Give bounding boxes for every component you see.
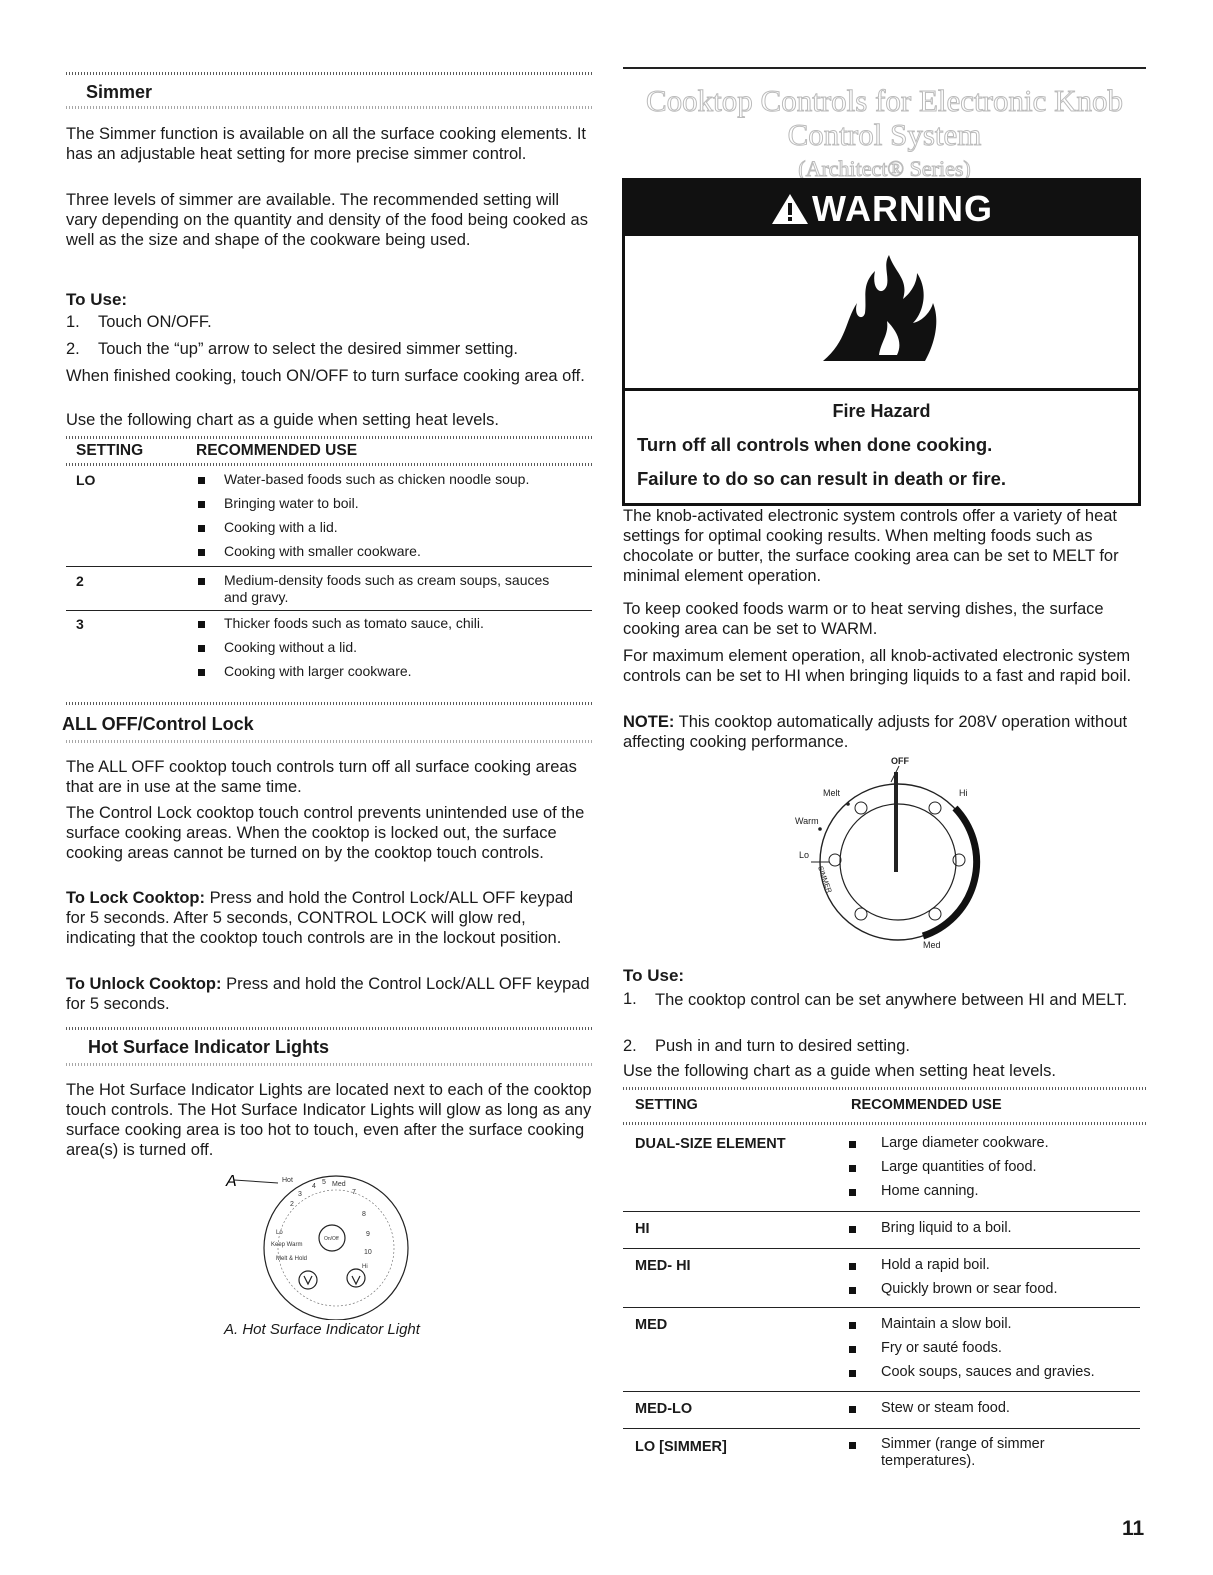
table-divider: [66, 463, 592, 466]
table-cell-use: Maintain a slow boil.: [881, 1316, 1012, 1332]
hi-text: For maximum element operation, all knob-activated electronic system controls can be set to HI when bringing liquids to a fast and rapid boil.: [623, 647, 1132, 685]
figure-label-4: 4: [312, 1183, 316, 1190]
note-body: This cooktop automatically adjusts for 208V operation without affecting cooking performance.: [623, 713, 1128, 751]
warning-line-1: Turn off all controls when done cooking.: [637, 434, 993, 455]
bullet: [198, 549, 205, 556]
figure-callout-a: A: [226, 1173, 237, 1190]
table-divider: [66, 436, 592, 439]
warning-title: WARNING: [812, 187, 993, 229]
bullet: [849, 1141, 856, 1148]
figure-label-8: 8: [362, 1211, 366, 1218]
figure-label-on-off: On/Off: [324, 1236, 339, 1242]
figure-label-7: 7: [352, 1189, 356, 1196]
row-divider: [66, 566, 592, 567]
warning-line-2: Failure to do so can result in death or fire.: [637, 468, 1007, 489]
table-cell-use: Thicker foods such as tomato sauce, chili.: [224, 615, 484, 631]
table-row-setting: 2: [76, 573, 84, 589]
knob-diagram: [783, 752, 1003, 962]
to-use-heading: To Use:: [623, 966, 685, 985]
section-divider: [66, 1027, 592, 1030]
table-cell-use: Large quantities of food.: [881, 1159, 1037, 1175]
hot-surface-heading: Hot Surface Indicator Lights: [88, 1037, 330, 1057]
step-number: 1.: [66, 313, 80, 331]
bullet: [849, 1370, 856, 1377]
row-divider: [623, 1211, 1140, 1212]
figure-label-hi: Hi: [362, 1264, 368, 1270]
figure-label-9: 9: [366, 1231, 370, 1238]
knob-label-simmer: SIMMER: [816, 865, 833, 895]
step-number: 2.: [623, 1037, 637, 1055]
bullet: [849, 1226, 856, 1233]
step-text: Push in and turn to desired setting.: [655, 1037, 910, 1055]
warning-box: [622, 178, 1141, 506]
figure-label-lo: Lo: [276, 1230, 283, 1236]
bullet: [198, 501, 205, 508]
bullet: [849, 1346, 856, 1353]
step-text: The cooktop control can be set anywhere between HI and MELT.: [655, 991, 1128, 1009]
knob-label-lo: Lo: [799, 850, 810, 860]
table-cell-use: Simmer (range of simmer temperatures).: [881, 1436, 1045, 1469]
bullet: [849, 1287, 856, 1294]
figure-label-keep-warm: Keep Warm: [271, 1242, 303, 1248]
bullet: [849, 1165, 856, 1172]
step-text: Touch the “up” arrow to select the desired simmer setting.: [98, 340, 519, 358]
col-setting-header: SETTING: [635, 1097, 698, 1113]
table-cell-use: Stew or steam food.: [881, 1400, 1010, 1416]
figure-label-3: 3: [298, 1191, 302, 1198]
table-cell-use: Hold a rapid boil.: [881, 1257, 990, 1273]
row-divider: [623, 1428, 1140, 1429]
step-number: 2.: [66, 340, 80, 358]
col-use-header: RECOMMENDED USE: [851, 1097, 1002, 1113]
warm-text: To keep cooked foods warm or to heat serving dishes, the surface cooking area can be set to WARM.: [623, 600, 1104, 638]
all-off-heading: ALL OFF/Control Lock: [62, 714, 254, 734]
chart-guide-text: Use the following chart as a guide when setting heat levels.: [623, 1062, 1056, 1080]
table-cell-use: Quickly brown or sear food.: [881, 1281, 1058, 1297]
row-divider: [623, 1248, 1140, 1249]
figure-label-5: 5: [322, 1179, 326, 1186]
bullet: [198, 645, 205, 652]
table-cell-use: Large diameter cookware.: [881, 1135, 1049, 1151]
knob-label-warm: Warm: [795, 816, 819, 826]
lock-text: Press and hold the Control Lock/ALL OFF keypad for 5 seconds. After 5 seconds, CONTROL LOCK will glow red, indicating that the cooktop touch controls are in the lockout position.: [66, 889, 574, 947]
table-cell-use: Cook soups, sauces and gravies.: [881, 1364, 1095, 1380]
row-divider: [623, 1391, 1140, 1392]
bullet: [198, 578, 205, 585]
step-number: 1.: [623, 990, 637, 1008]
table-row-setting: DUAL-SIZE ELEMENT: [635, 1136, 786, 1152]
table-cell-use: Home canning.: [881, 1183, 979, 1199]
section-divider: [66, 740, 592, 743]
note-text: [623, 712, 1146, 752]
hot-surface-control-diagram: [216, 1168, 456, 1320]
table-cell-use: Bring liquid to a boil.: [881, 1220, 1012, 1236]
table-cell-use: Cooking with smaller cookware.: [224, 543, 421, 559]
figure-label-hot: Hot: [282, 1177, 293, 1184]
section-divider: [66, 1063, 592, 1066]
table-divider: [623, 1122, 1146, 1125]
unlock-label: To Unlock Cooktop:: [66, 975, 222, 993]
header-rule: [623, 67, 1146, 69]
lock-label: To Lock Cooktop:: [66, 889, 206, 907]
figure-label-med: Med: [332, 1181, 346, 1188]
knob-label-hi: Hi: [959, 788, 968, 798]
table-row-setting: HI: [635, 1221, 650, 1237]
section-subtitle: (Architect® Series): [798, 156, 971, 181]
knob-label-melt: Melt: [823, 788, 841, 798]
figure-label-10: 10: [364, 1249, 372, 1256]
warning-triangle-icon: [770, 192, 810, 226]
bullet: [198, 525, 205, 532]
chart-guide-text: Use the following chart as a guide when setting heat levels.: [66, 411, 499, 429]
table-cell-use: Water-based foods such as chicken noodle soup.: [224, 471, 530, 487]
table-cell-use: Cooking with larger cookware.: [224, 663, 412, 679]
bullet: [849, 1322, 856, 1329]
bullet: [849, 1263, 856, 1270]
table-divider: [623, 1087, 1146, 1090]
table-cell-use: Bringing water to boil.: [224, 495, 359, 511]
unlock-text: Press and hold the Control Lock/ALL OFF keypad for 5 seconds.: [66, 975, 590, 1013]
row-divider: [66, 610, 592, 611]
table-cell-use: Fry or sauté foods.: [881, 1340, 1002, 1356]
bullet: [198, 669, 205, 676]
section-title-line: Control System: [787, 117, 982, 152]
figure-caption: A. Hot Surface Indicator Light: [224, 1321, 420, 1338]
bullet: [849, 1406, 856, 1413]
simmer-heading: Simmer: [86, 82, 153, 102]
simmer-levels-text: Three levels of simmer are available. The recommended setting will vary depending on the quantity and density of the food being cooked as well as the size and shape of the cookware being used.: [66, 191, 588, 249]
all-off-text: The ALL OFF cooktop touch controls turn off all surface cooking areas that are in use at the same time.: [66, 758, 577, 796]
col-use-header: RECOMMENDED USE: [196, 442, 358, 459]
table-cell-use: Cooking with a lid.: [224, 519, 338, 535]
control-lock-text: The Control Lock cooktop touch control prevents unintended use of the surface cooking areas. When the cooktop is locked out, the surface cooking areas cannot be turned on by the cooktop touch controls.: [66, 804, 585, 862]
warning-divider: [625, 388, 1138, 391]
step-text: Touch ON/OFF.: [98, 313, 212, 331]
page-number: 11: [1122, 1517, 1145, 1540]
to-use-heading: To Use:: [66, 290, 128, 309]
hazard-title: Fire Hazard: [832, 401, 931, 421]
bullet: [849, 1442, 856, 1449]
section-divider: [66, 106, 592, 109]
bullet: [198, 477, 205, 484]
bullet: [849, 1189, 856, 1196]
table-row-setting: MED-LO: [635, 1401, 693, 1417]
hot-surface-text: The Hot Surface Indicator Lights are located next to each of the cooktop touch controls. The Hot Surface Indicator Lights will glow as long as any surface cooking area is too hot to touch, even after the surface cooking area(s) is turned off.: [66, 1081, 592, 1159]
section-divider: [66, 72, 592, 75]
simmer-intro: The Simmer function is available on all the surface cooking elements. It has an adjustable heat setting for more precise simmer control.: [66, 125, 587, 163]
table-cell-use: Cooking without a lid.: [224, 639, 358, 655]
table-row-setting: MED: [635, 1317, 668, 1333]
figure-label-melt-hold: Melt & Hold: [276, 1256, 308, 1262]
table-cell-use: Medium-density foods such as cream soups, sauces and gravy.: [224, 572, 550, 605]
row-divider: [623, 1307, 1140, 1308]
section-divider: [66, 702, 592, 705]
knob-intro-text: The knob-activated electronic system controls offer a variety of heat settings for optimal cooking results. When melting foods such as chocolate or butter, the surface cooking area can be set to MELT for minimal element operation.: [623, 507, 1119, 585]
warning-banner: [625, 181, 1138, 236]
note-label: NOTE:: [623, 713, 675, 731]
figure-label-2: 2: [290, 1201, 294, 1208]
lock-instructions: [66, 888, 592, 948]
when-finished-text: When finished cooking, touch ON/OFF to turn surface cooking area off.: [66, 367, 585, 385]
fire-icon: [817, 251, 947, 363]
table-row-setting: LO [SIMMER]: [635, 1439, 727, 1455]
table-row-setting: LO: [76, 472, 96, 488]
section-title-line: Cooktop Controls for Electronic Knob: [646, 83, 1123, 118]
knob-label-off: OFF: [891, 756, 909, 766]
section-title: [623, 84, 1146, 186]
unlock-instructions: [66, 974, 592, 1014]
bullet: [198, 621, 205, 628]
knob-label-med: Med: [923, 940, 941, 950]
table-row-setting: 3: [76, 616, 84, 632]
table-row-setting: MED- HI: [635, 1258, 691, 1274]
col-setting-header: SETTING: [76, 442, 144, 459]
